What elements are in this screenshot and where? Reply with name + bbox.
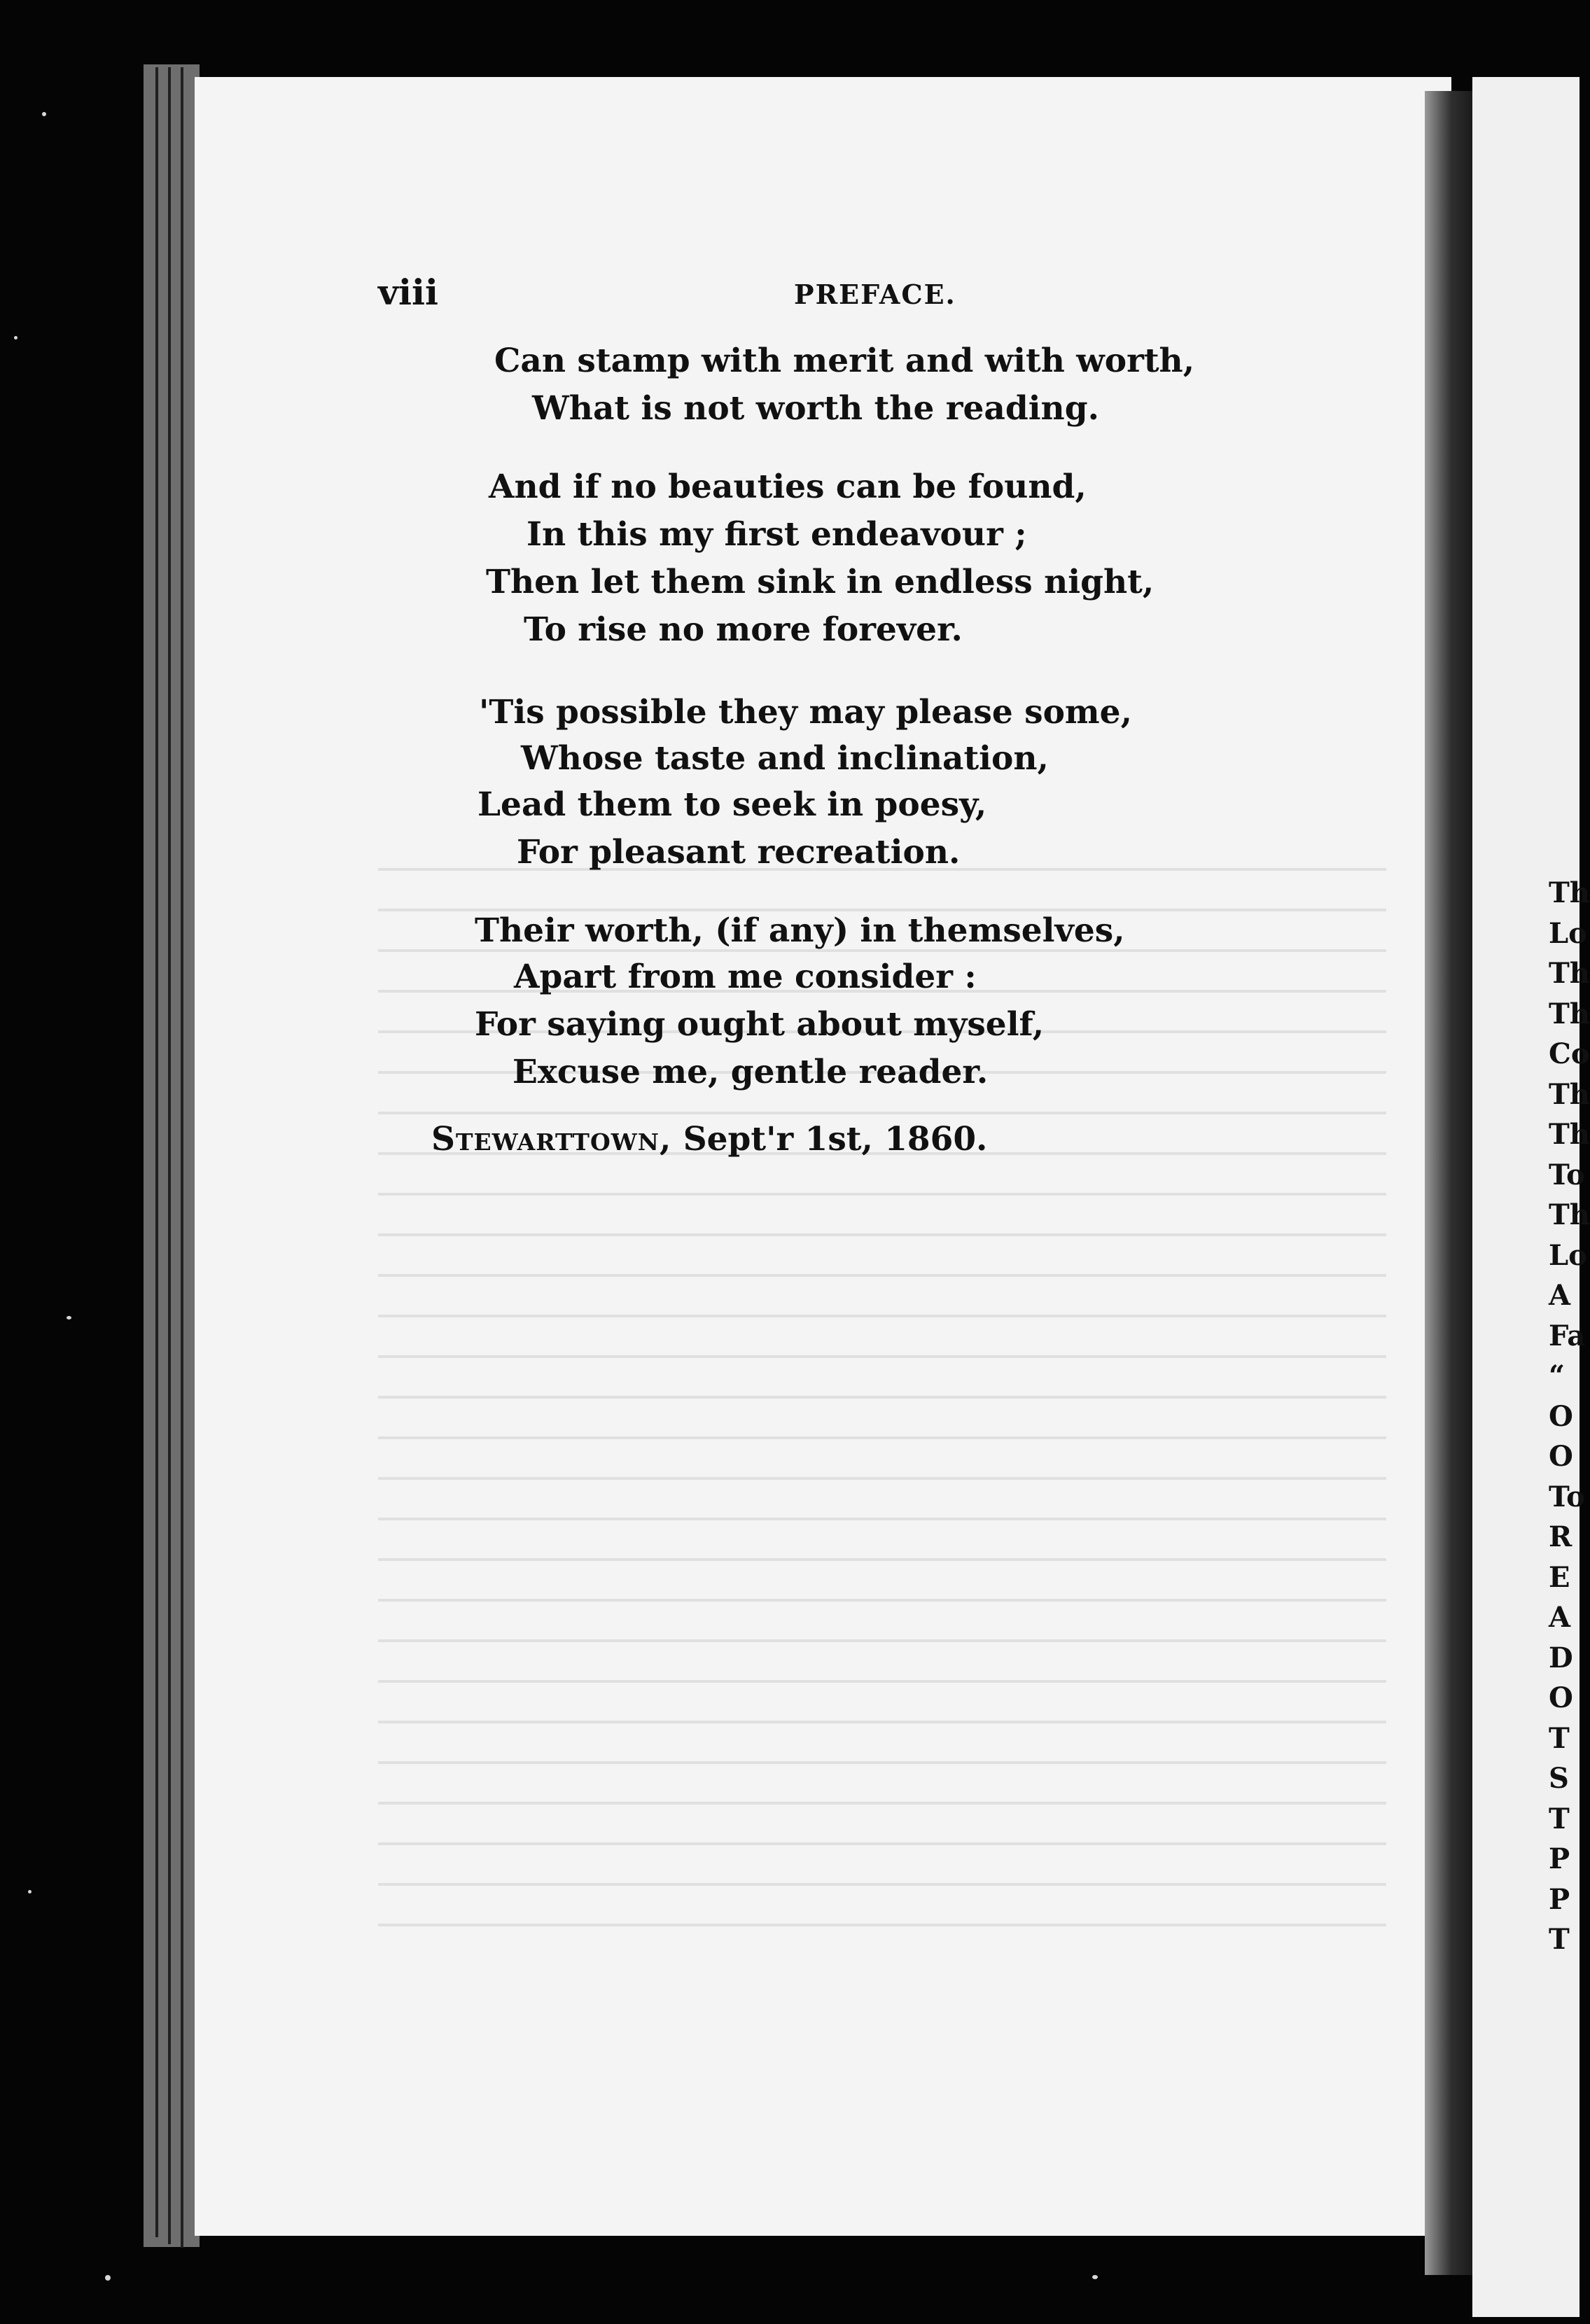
facing-page-letter: P — [1549, 1882, 1570, 1916]
facing-page-letter: R — [1549, 1520, 1572, 1553]
poem-line: To rise no more forever. — [524, 610, 963, 649]
facing-page — [1472, 77, 1590, 2317]
facing-page-letter: Th — [1549, 1198, 1590, 1231]
facing-page-letter: Th — [1549, 1077, 1590, 1111]
facing-page-letter: A — [1549, 1279, 1571, 1312]
facing-page-letter: Lo — [1549, 916, 1587, 950]
facing-page-letter: Th — [1549, 1118, 1590, 1151]
facing-page-letter: T — [1549, 1923, 1570, 1956]
facing-page-letter: O — [1549, 1399, 1573, 1433]
facing-page-letter: O — [1549, 1681, 1573, 1714]
facing-page-letter: “ — [1549, 1359, 1565, 1392]
book-gutter — [1425, 91, 1472, 2275]
poem-line: In this my first endeavour ; — [526, 515, 1027, 554]
facing-page-letter: To — [1549, 1480, 1585, 1513]
facing-page-letter: A — [1549, 1601, 1571, 1634]
facing-page-letter: T — [1549, 1802, 1570, 1835]
poem-line: Apart from me consider : — [514, 958, 977, 996]
running-head-title: PREFACE. — [794, 279, 956, 310]
facing-page-letter: D — [1549, 1641, 1573, 1674]
poem-line: For pleasant recreation. — [517, 833, 961, 872]
poem-line: Lead them to seek in poesy, — [477, 785, 987, 824]
facing-page-letter: E — [1549, 1560, 1570, 1594]
facing-page-letter: O — [1549, 1440, 1573, 1473]
signoff — [431, 1120, 987, 1158]
poem-line: Then let them sink in endless night, — [486, 563, 1155, 601]
facing-page-letter: Co — [1549, 1037, 1590, 1070]
signoff-date: Sept'r 1st, 1860. — [683, 1120, 988, 1158]
page-number: viii — [378, 272, 439, 313]
poem-line: Whose taste and inclination, — [521, 739, 1049, 778]
facing-page-letter: Th — [1549, 957, 1590, 990]
facing-page-letter: Th — [1549, 997, 1590, 1030]
page-stack-edge — [144, 64, 200, 2247]
poem-line: Excuse me, gentle reader. — [512, 1053, 989, 1091]
poem-line: What is not worth the reading. — [532, 389, 1099, 428]
poem-line: Can stamp with merit and with worth, — [494, 342, 1195, 380]
facing-page-letter: Lo — [1549, 1238, 1587, 1272]
poem-line: For saying ought about myself, — [475, 1005, 1045, 1044]
poem-line: Their worth, (if any) in themselves, — [475, 911, 1125, 950]
facing-page-letter: Th — [1549, 876, 1590, 909]
signoff-place: Stewarttown, — [431, 1120, 672, 1158]
facing-page-letter: To — [1549, 1158, 1585, 1191]
poem-line: And if no beauties can be found, — [489, 468, 1087, 506]
facing-page-letter: S — [1549, 1762, 1569, 1795]
facing-page-letter: P — [1549, 1842, 1570, 1875]
facing-page-letter: Fa — [1549, 1319, 1586, 1352]
facing-page-letter: T — [1549, 1721, 1570, 1755]
running-head — [378, 272, 1400, 313]
poem-line: 'Tis possible they may please some, — [479, 693, 1132, 732]
